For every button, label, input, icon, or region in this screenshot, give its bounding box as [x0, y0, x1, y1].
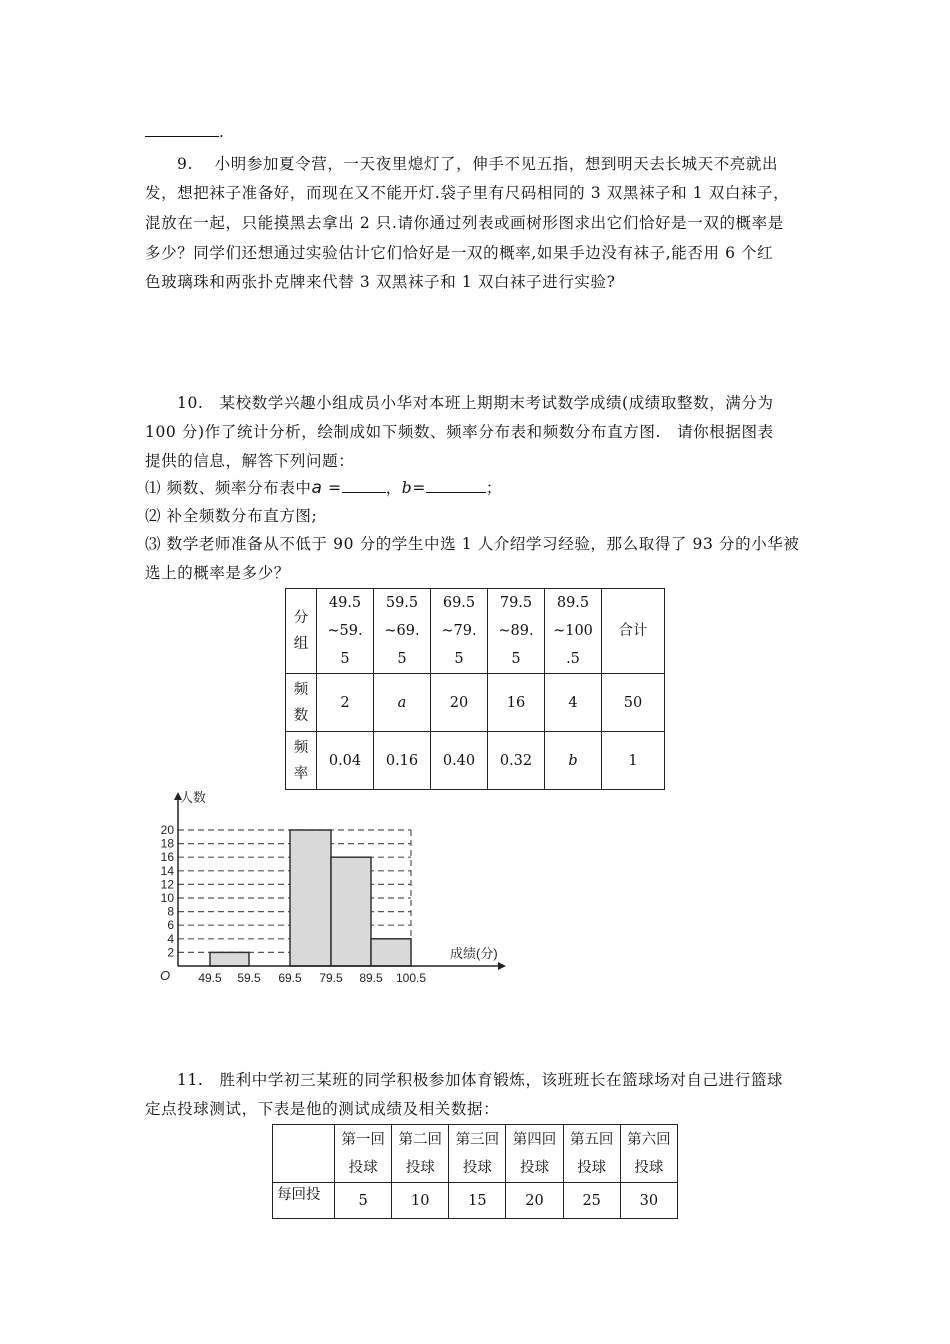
table-cell: 合计	[602, 589, 665, 674]
answer-blank	[145, 122, 219, 137]
shooting-table	[272, 1124, 678, 1219]
y-tick-label: 8	[167, 904, 174, 919]
histogram-bar	[331, 857, 371, 966]
y-tick-label: 2	[167, 945, 174, 960]
x-tick-label: 69.5	[278, 971, 302, 985]
table-cell: 79.5 ~89. 5	[488, 589, 545, 674]
previous-answer-line: .	[145, 122, 224, 141]
table-cell: 第一回 投球	[335, 1125, 392, 1183]
table-cell: 30	[620, 1183, 677, 1219]
table-cell: 第六回 投球	[620, 1125, 677, 1183]
table-cell: 0.16	[374, 732, 431, 790]
table-cell: 第三回 投球	[449, 1125, 506, 1183]
table-row	[286, 732, 665, 790]
y-tick-label: 12	[160, 877, 174, 892]
q10-sub1: ⑴ 频数、频率分布表中a = ，b= ；	[145, 478, 503, 498]
y-tick-label: 20	[160, 823, 174, 837]
y-tick-label: 6	[167, 918, 174, 933]
q9-line: 混放在一起，只能摸黑去拿出 2 只.请你通过列表或画树形图求出它们恰好是一双的概率是	[145, 214, 784, 232]
table-cell: 16	[488, 674, 545, 732]
y-tick-label: 4	[167, 931, 174, 946]
table-cell: b	[545, 732, 602, 790]
q9-line: 色玻璃珠和两张扑克牌来代替 3 双黑袜子和 1 双白袜子进行实验?	[145, 273, 616, 291]
x-tick-label: 49.5	[198, 971, 222, 985]
table-cell: 频 率	[286, 732, 317, 790]
x-axis-label: 成绩(分)	[450, 946, 498, 961]
table-cell: 25	[563, 1183, 620, 1219]
table-cell	[273, 1125, 335, 1183]
table-cell: 89.5 ~100 .5	[545, 589, 602, 674]
table-cell: 50	[602, 674, 665, 732]
table-row	[286, 589, 665, 674]
table-cell: 15	[449, 1183, 506, 1219]
q9-line: 9. 小明参加夏令营，一天夜里熄灯了，伸手不见五指，想到明天去长城天不亮就出	[177, 155, 779, 173]
y-axis-label: 人数	[180, 790, 207, 805]
y-tick-label: 14	[160, 863, 174, 878]
answer-blank-a	[342, 478, 386, 493]
table-cell: 0.32	[488, 732, 545, 790]
x-tick-label: 89.5	[359, 971, 383, 985]
table-cell: 4	[545, 674, 602, 732]
q10-sub2: ⑵ 补全频数分布直方图;	[145, 507, 318, 525]
x-tick-label: 59.5	[237, 971, 261, 985]
table-cell: 1	[602, 732, 665, 790]
q9-line: 发，想把袜子准备好，而现在又不能开灯.袋子里有尺码相同的 3 双黑袜子和 1 双白袜子，	[145, 184, 790, 202]
answer-blank-b	[426, 478, 486, 493]
origin-label: O	[160, 968, 171, 983]
histogram-bar	[371, 939, 411, 966]
y-tick-label: 18	[160, 836, 174, 851]
y-tick-label: 16	[160, 850, 174, 865]
table-row	[273, 1183, 678, 1219]
q11-line: 11. 胜利中学初三某班的同学积极参加体育锻炼，该班班长在篮球场对自己进行篮球	[177, 1071, 784, 1089]
table-cell: 49.5 ~59. 5	[317, 589, 374, 674]
histogram-bar	[210, 952, 249, 966]
table-cell: 第五回 投球	[563, 1125, 620, 1183]
table-cell: 59.5 ~69. 5	[374, 589, 431, 674]
x-tick-label: 100.5	[395, 971, 427, 985]
q9-line: 多少？同学们还想通过实验估计它们恰好是一双的概率,如果手边没有袜子,能否用 6 个红	[145, 244, 774, 262]
table-cell: 2	[317, 674, 374, 732]
frequency-table	[285, 588, 665, 790]
table-cell: a	[374, 674, 431, 732]
table-cell: 10	[392, 1183, 449, 1219]
frequency-histogram	[150, 788, 530, 988]
table-cell: 0.40	[431, 732, 488, 790]
table-cell: 5	[335, 1183, 392, 1219]
table-row	[273, 1125, 678, 1183]
table-row	[286, 674, 665, 732]
q10-line: 10. 某校数学兴趣小组成员小华对本班上期期末考试数学成绩(成绩取整数，满分为	[177, 394, 774, 412]
table-cell: 20	[506, 1183, 563, 1219]
x-tick-label: 79.5	[319, 971, 343, 985]
q10-line: 提供的信息，解答下列问题：	[145, 452, 355, 470]
table-cell: 分 组	[286, 589, 317, 674]
y-tick-label: 10	[160, 891, 174, 905]
table-cell: 每回投	[273, 1183, 335, 1219]
table-cell: 频 数	[286, 674, 317, 732]
q10-sub3: 选上的概率是多少？	[145, 564, 290, 582]
table-cell: 69.5 ~79. 5	[431, 589, 488, 674]
histogram-bar	[290, 830, 331, 966]
table-cell: 0.04	[317, 732, 374, 790]
q10-line: 100 分)作了统计分析，绘制成如下频数、频率分布表和频数分布直方图. 请你根据图表	[145, 423, 774, 441]
table-cell: 20	[431, 674, 488, 732]
x-axis-arrow	[498, 962, 506, 970]
table-cell: 第四回 投球	[506, 1125, 563, 1183]
table-cell: 第二回 投球	[392, 1125, 449, 1183]
q10-sub3: ⑶ 数学老师准备从不低于 90 分的学生中选 1 人介绍学习经验，那么取得了 93 分的小华被	[145, 535, 800, 553]
q11-line: 定点投球测试，下表是他的测试成绩及相关数据：	[145, 1100, 500, 1118]
